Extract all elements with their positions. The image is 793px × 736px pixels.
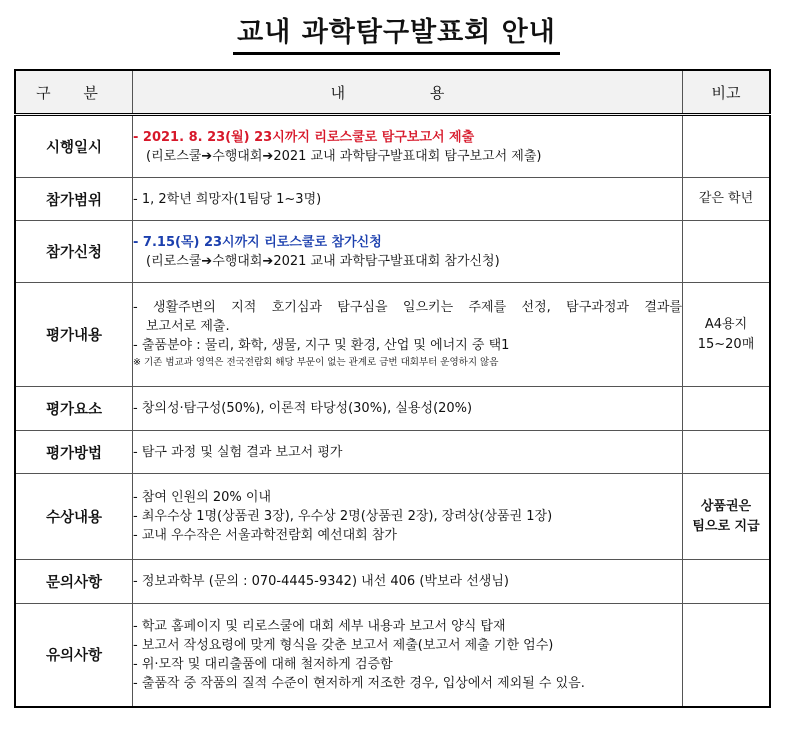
- note-line: 15~20매: [697, 336, 755, 352]
- content-line: - 최우수상 1명(상품권 3장), 우수상 2명(상품권 2장), 장려상(상품권 1장): [133, 509, 553, 524]
- row-note: [683, 283, 771, 387]
- table-row: [15, 474, 770, 560]
- content-line: (리로스쿨➔수행대회➔2021 교내 과학탐구발표대회 참가신청): [146, 253, 500, 269]
- content-line: 보고서로 제출.: [146, 319, 230, 334]
- table-row: [15, 604, 770, 707]
- row-category: 시행일시: [15, 115, 133, 178]
- content-line: - 탐구 과정 및 실험 결과 보고서 평가: [133, 444, 343, 460]
- header-content: 내 용: [133, 70, 683, 115]
- row-category: 평가내용: [15, 283, 133, 387]
- row-note: [683, 431, 771, 474]
- row-content: [133, 604, 683, 707]
- header-category: 구 분: [15, 70, 133, 115]
- row-content: [133, 221, 683, 283]
- table-row: [15, 178, 770, 221]
- content-line: - 학교 홈페이지 및 리로스쿨에 대회 세부 내용과 보고서 양식 탑재: [133, 618, 506, 634]
- note-line: 상품권은: [700, 498, 752, 514]
- table-row: [15, 115, 770, 178]
- content-line: - 출품작 중 작품의 질적 수준이 현저하게 저조한 경우, 입상에서 제외될 수 있음.: [133, 675, 585, 691]
- notice-table: [14, 69, 771, 708]
- note-line: A4용지: [704, 316, 748, 332]
- row-content: [133, 431, 683, 474]
- row-note: [683, 221, 771, 283]
- table-row: [15, 431, 770, 474]
- table-row: [15, 221, 770, 283]
- table-row: [15, 560, 770, 604]
- row-category: 유의사항: [15, 604, 133, 707]
- content-line: - 1, 2학년 희망자(1팀당 1~3명): [133, 191, 322, 207]
- row-category: 평가요소: [15, 387, 133, 431]
- row-category: 참가신청: [15, 221, 133, 283]
- row-category: 수상내용: [15, 474, 133, 560]
- content-footnote: ※ 기존 범교과 영역은 전국전람회 해당 부문이 없는 관계로 금번 대회부터 운영하지 않음: [133, 357, 499, 368]
- content-line: - 창의성·탐구성(50%), 이론적 타당성(30%), 실용성(20%): [133, 401, 473, 416]
- row-note: 같은 학년: [683, 178, 771, 221]
- row-content: [133, 474, 683, 560]
- header-note: 비고: [683, 70, 771, 115]
- row-note: [683, 387, 771, 431]
- row-content: [133, 283, 683, 387]
- row-content: [133, 560, 683, 604]
- row-content: [133, 178, 683, 221]
- row-category: 평가방법: [15, 431, 133, 474]
- content-line: - 2021. 8. 23(월) 23시까지 리로스쿨로 탐구보고서 제출: [133, 129, 475, 145]
- row-note: [683, 560, 771, 604]
- row-category: 참가범위: [15, 178, 133, 221]
- row-category: 문의사항: [15, 560, 133, 604]
- note-line: 팀으로 지급: [692, 518, 760, 534]
- row-note: [683, 604, 771, 707]
- content-line: - 출품분야 : 물리, 화학, 생물, 지구 및 환경, 산업 및 에너지 중 택1: [133, 338, 510, 353]
- content-line: - 정보과학부 (문의 : 070-4445-9342) 내선 406 (박보라 선생님): [133, 574, 509, 589]
- row-note: [683, 474, 771, 560]
- table-row: [15, 387, 770, 431]
- row-content: [133, 387, 683, 431]
- content-line: - 참여 인원의 20% 이내: [133, 490, 272, 505]
- content-line: - 위·모작 및 대리출품에 대해 철저하게 검증함: [133, 656, 393, 672]
- content-line: - 보고서 작성요령에 맞게 형식을 갖춘 보고서 제출(보고서 제출 기한 엄수): [133, 637, 554, 653]
- table-header-row: [15, 70, 770, 115]
- content-line: - 교내 우수작은 서울과학전람회 예선대회 참가: [133, 528, 397, 543]
- row-content: [133, 115, 683, 178]
- row-note: [683, 115, 771, 178]
- page-title: 교내 과학탐구발표회 안내: [233, 16, 560, 55]
- content-line: - 7.15(목) 23시까지 리로스쿨로 참가신청: [133, 234, 382, 250]
- table-row: [15, 283, 770, 387]
- content-line: (리로스쿨➔수행대회➔2021 교내 과학탐구발표대회 탐구보고서 제출): [146, 148, 542, 164]
- content-line: - 생활주변의 지적 호기심과 탐구심을 일으키는 주제를 선정, 탐구과정과 결과를: [133, 300, 682, 315]
- title-wrap: [0, 16, 793, 55]
